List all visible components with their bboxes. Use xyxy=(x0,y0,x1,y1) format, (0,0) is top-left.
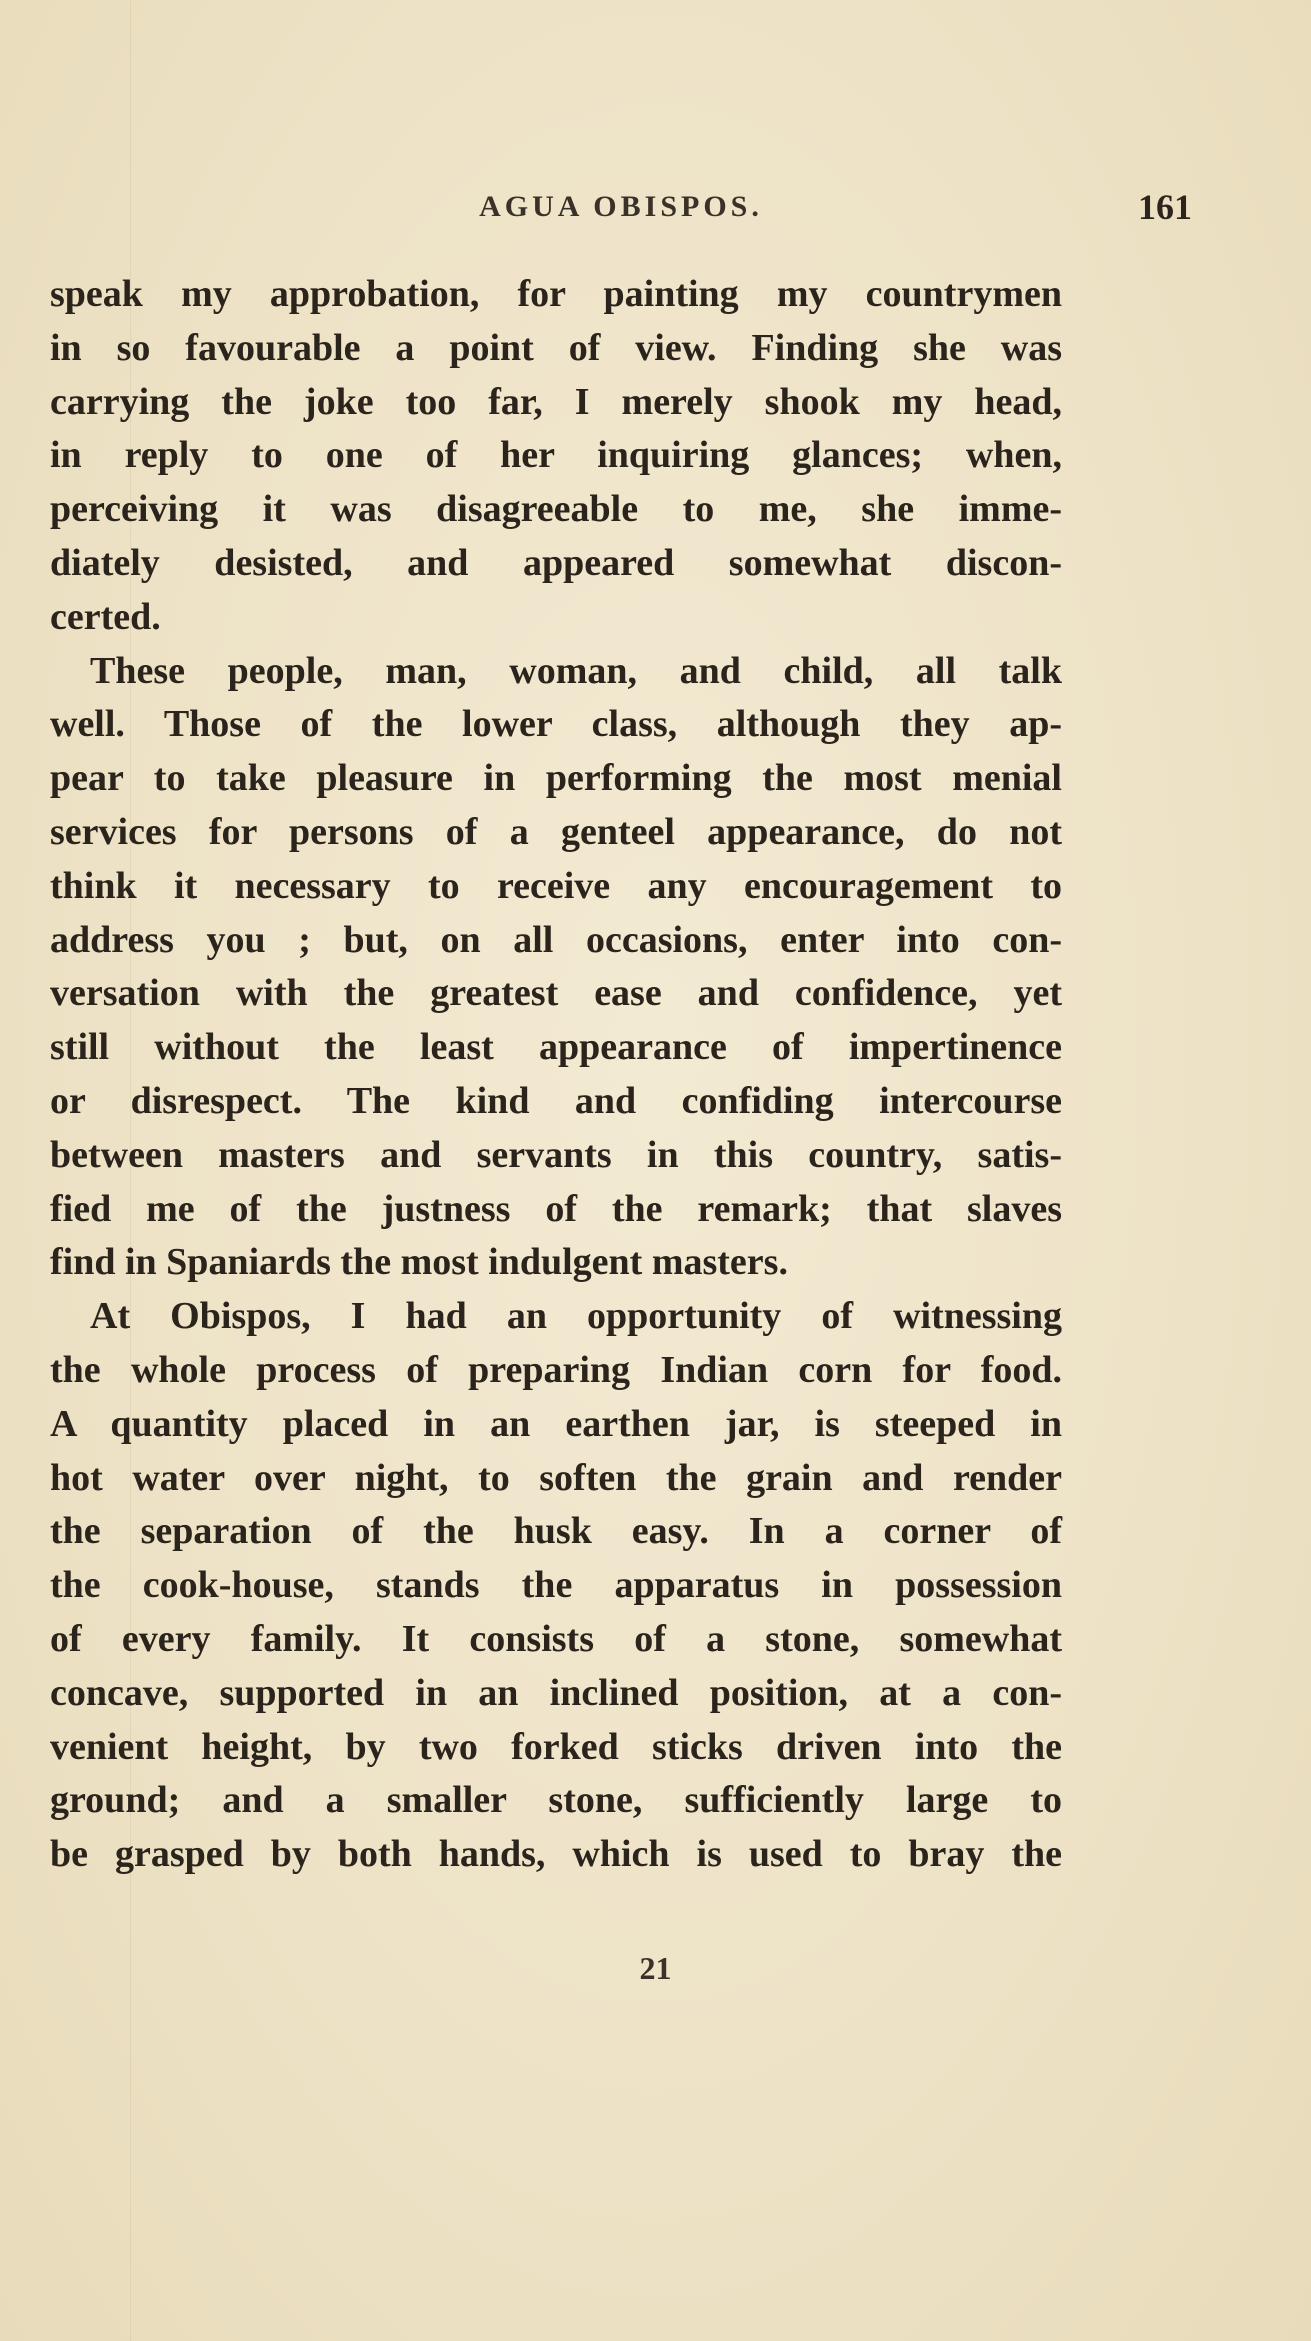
text-line: concave, supported in an inclined position, at a con- xyxy=(50,1671,1062,1714)
text-line: be grasped by both hands, which is used to bray the xyxy=(50,1833,1062,1876)
text-line: between masters and servants in this country, satis- xyxy=(50,1133,1062,1176)
text-line: ground; and a smaller stone, sufficiently large to xyxy=(50,1779,1062,1822)
running-title: AGUA OBISPOS. xyxy=(479,190,763,223)
text-line: venient height, by two forked sticks driven into the xyxy=(50,1725,1062,1768)
text-line: the cook-house, stands the apparatus in possession xyxy=(50,1564,1062,1607)
text-line: or disrespect. The kind and confiding intercourse xyxy=(50,1079,1062,1122)
text-line: in so favourable a point of view. Finding she was xyxy=(50,326,1062,369)
text-line: versation with the greatest ease and confidence, yet xyxy=(50,972,1062,1015)
text-line: A quantity placed in an earthen jar, is steeped in xyxy=(50,1402,1062,1445)
text-line: of every family. It consists of a stone, somewhat xyxy=(50,1617,1062,1660)
text-line: well. Those of the lower class, although they ap- xyxy=(50,703,1062,746)
text-line: still without the least appearance of impertinence xyxy=(50,1026,1062,1069)
text-line: fied me of the justness of the remark; that slaves xyxy=(50,1187,1062,1230)
text-line: perceiving it was disagreeable to me, she imme- xyxy=(50,488,1062,531)
text-line: hot water over night, to soften the grain and render xyxy=(50,1456,1062,1499)
text-line: services for persons of a genteel appearance, do not xyxy=(50,810,1062,853)
paragraph-start-line: These people, man, woman, and child, all talk xyxy=(90,649,1062,692)
paragraph-start-line: At Obispos, I had an opportunity of witnessing xyxy=(90,1295,1062,1338)
text-line: speak my approbation, for painting my countrymen xyxy=(50,273,1062,315)
text-line: carrying the joke too far, I merely shook my head, xyxy=(50,380,1062,423)
text-line: address you ; but, on all occasions, enter into con- xyxy=(50,918,1062,961)
text-line: the separation of the husk easy. In a corner of xyxy=(50,1510,1062,1553)
signature-mark: 21 xyxy=(639,1950,672,1986)
text-line: in reply to one of her inquiring glances; when, xyxy=(50,434,1062,477)
text-line: certed. xyxy=(50,595,161,638)
page-number: 161 xyxy=(1138,187,1192,227)
text-line: the whole process of preparing Indian corn for food. xyxy=(50,1348,1062,1391)
text-line: pear to take pleasure in performing the most menial xyxy=(50,757,1062,800)
text-line: find in Spaniards the most indulgent masters. xyxy=(50,1241,788,1284)
text-line: diately desisted, and appeared somewhat discon- xyxy=(50,541,1062,584)
body-text xyxy=(50,268,1062,1882)
text-line: think it necessary to receive any encouragement to xyxy=(50,864,1062,907)
running-head xyxy=(50,187,1192,240)
